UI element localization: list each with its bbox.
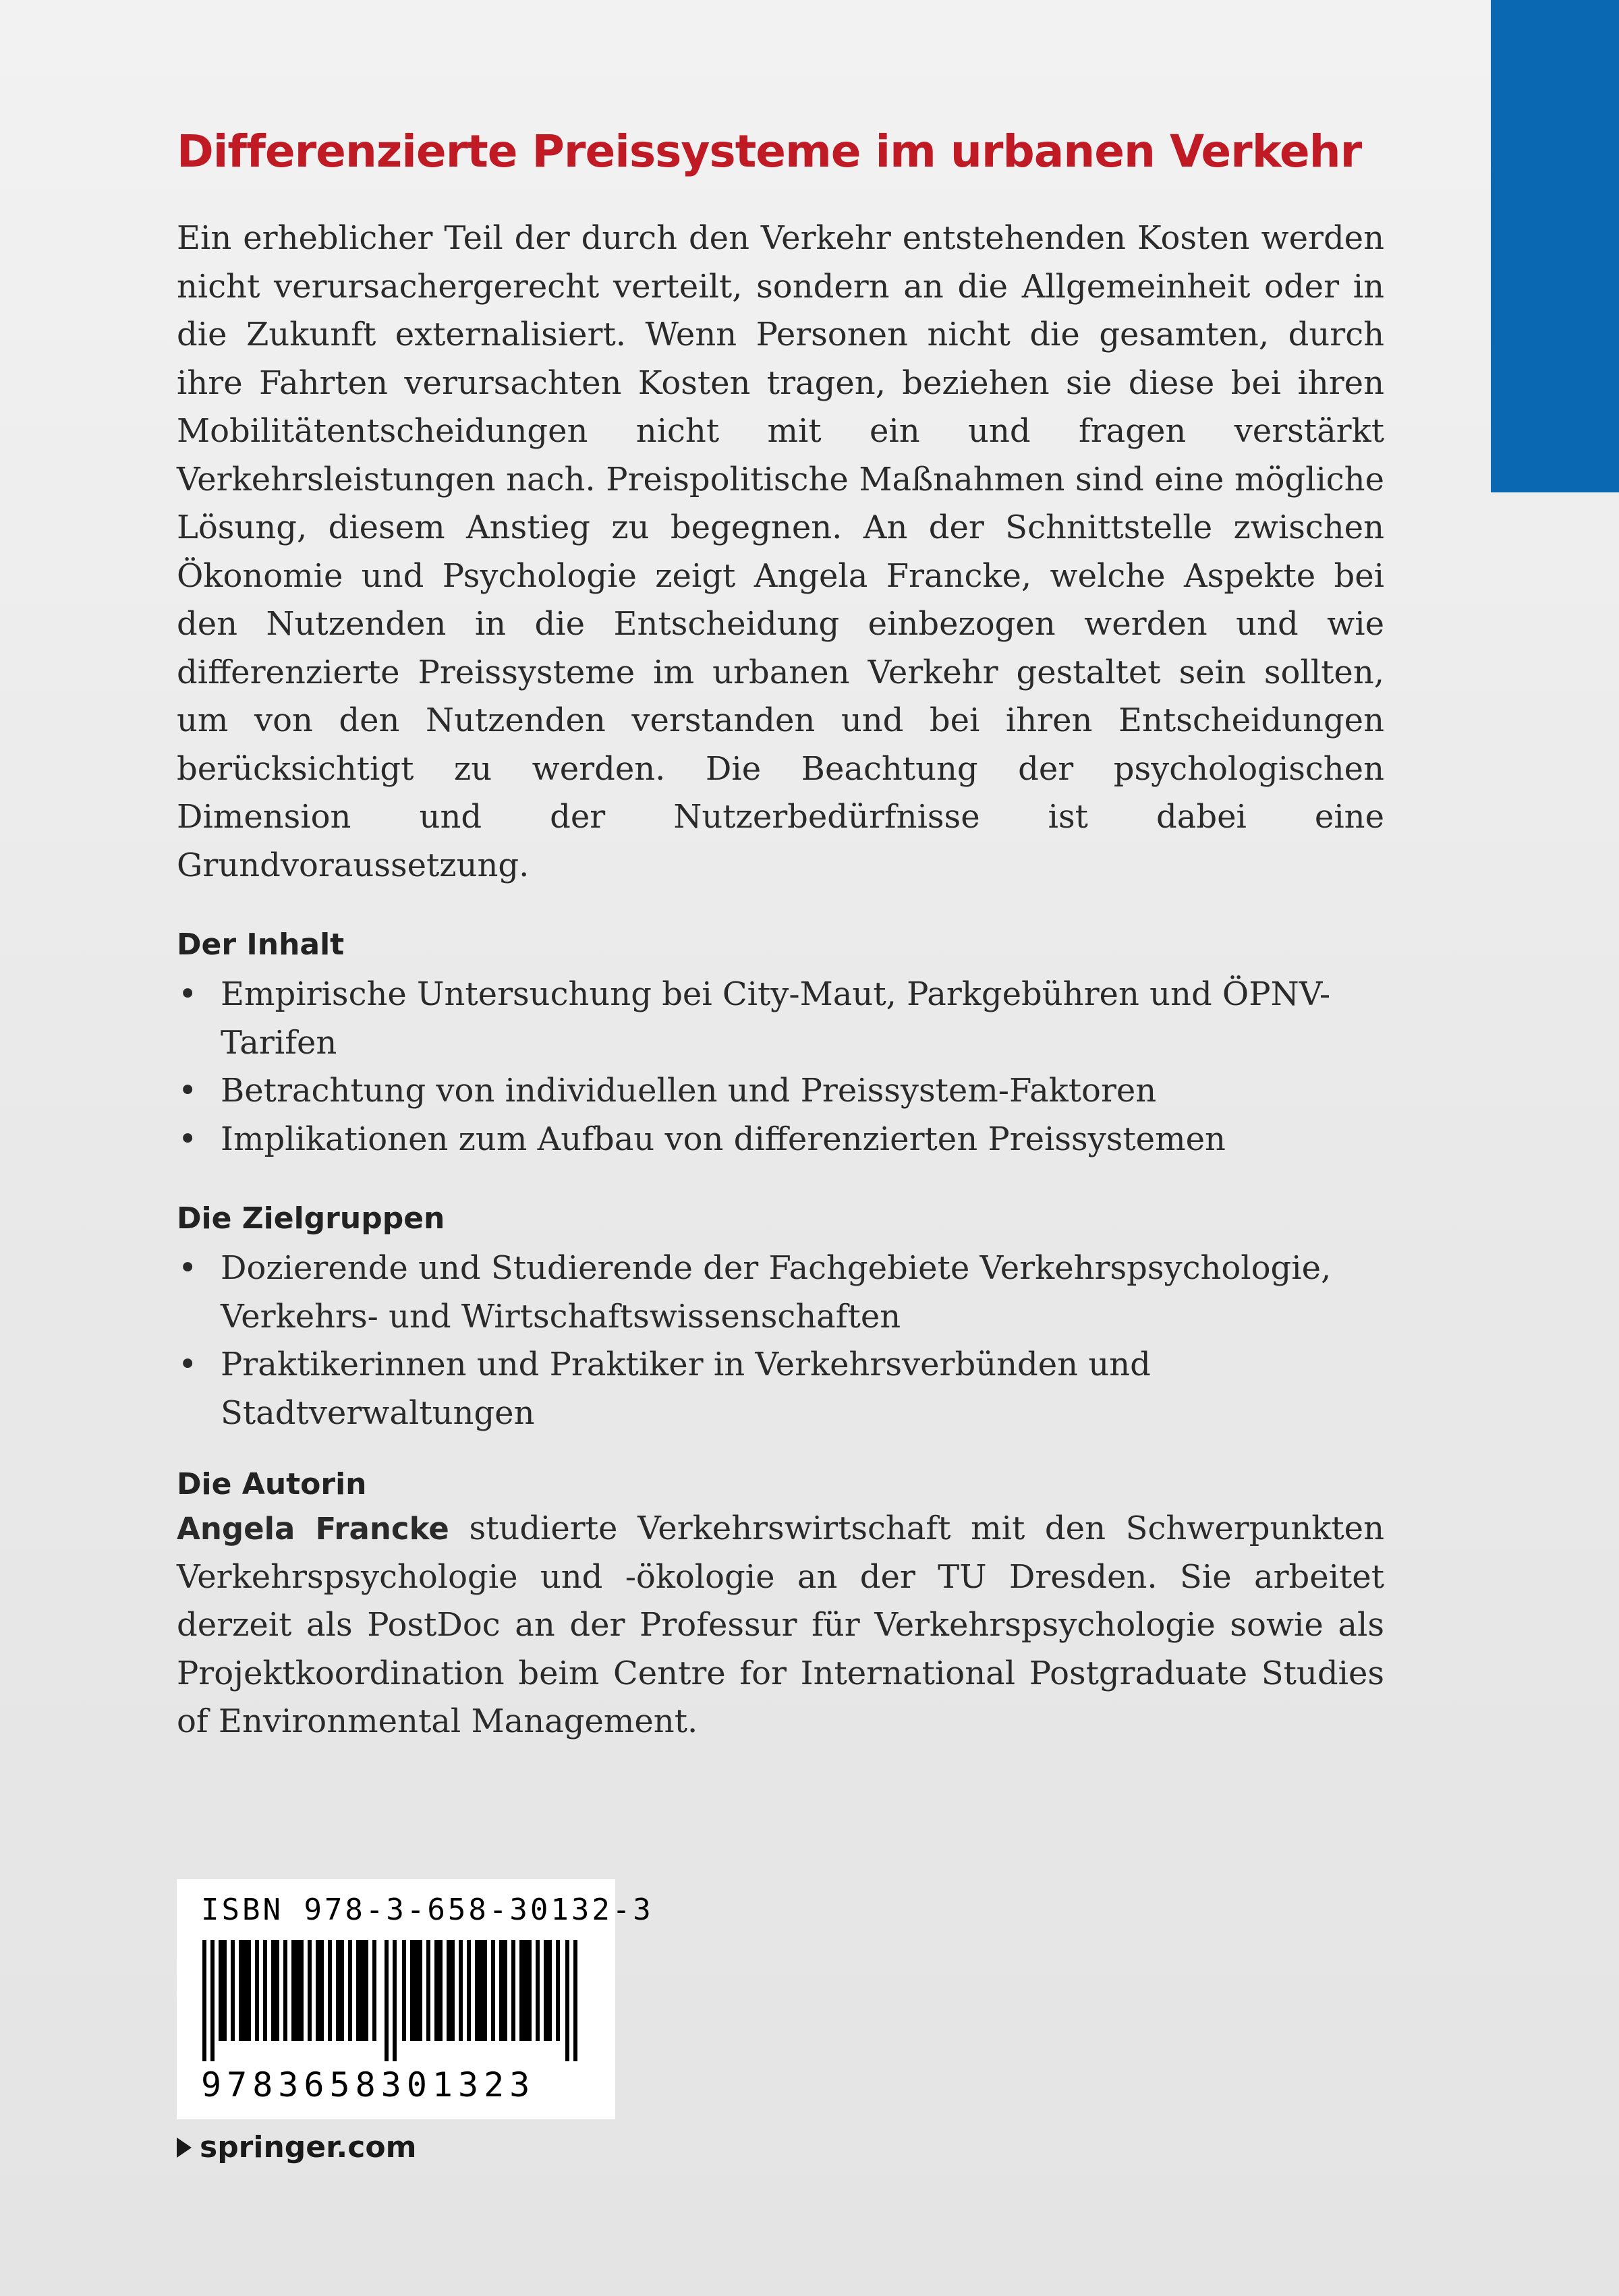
list-item: • Empirische Untersuchung bei City-Maut, Parkgebühren und ÖPNV-Tarifen xyxy=(177,971,1384,1067)
list-item: • Betrachtung von individuellen und Preissystem-Faktoren xyxy=(177,1067,1384,1116)
barcode-icon xyxy=(201,1940,586,2061)
bullet-icon: • xyxy=(178,1072,198,1110)
book-title: Differenzierte Preissysteme im urbanen Verkehr xyxy=(177,125,1362,177)
bullet-icon: • xyxy=(178,975,198,1013)
isbn-label: ISBN 978-3-658-30132-3 xyxy=(201,1893,654,1927)
list-item: • Implikationen zum Aufbau von differenzierten Preissystemen xyxy=(177,1116,1384,1164)
bullet-icon: • xyxy=(178,1249,198,1287)
arrow-right-icon xyxy=(177,2137,192,2158)
barcode-digits: 9783658301323 xyxy=(201,2065,536,2104)
author-bio: Angela Francke studierte Verkehrswirtschaft mit den Schwerpunkten Verkehrspsychologie und -ökologie an der TU Dresden. Sie arbeitet derzeit als PostDoc an der Professur für Verkehrspsychologie sowie als Projektkoordination beim Centre for International Postgraduate Studies of Environmental Management. xyxy=(177,1510,1384,1740)
section-heading-inhalt: Der Inhalt xyxy=(177,927,345,962)
accent-bar xyxy=(1491,0,1619,492)
bullet-icon: • xyxy=(178,1120,198,1158)
section-heading-autorin: Die Autorin xyxy=(177,1467,367,1501)
author-name: Angela Francke xyxy=(177,1511,449,1547)
section-heading-zielgruppen: Die Zielgruppen xyxy=(177,1201,445,1236)
back-cover-content xyxy=(177,121,1384,1746)
publisher-link[interactable] xyxy=(177,2130,416,2164)
intro-paragraph: Ein erheblicher Teil der durch den Verkehr entstehenden Kosten werden nicht verursachergerecht verteilt, sondern an die Allgemeinheit oder in die Zukunft externalisiert. Wenn Personen nicht die gesamten, durch ihre Fahrten verursachten Kosten tragen, beziehen sie diese bei ihren Mobilitätentscheidungen nicht mit ein und fragen verstärkt Verkehrsleistungen nach. Preispolitische Maßnahmen sind eine mögliche Lösung, diesem Anstieg zu begegnen. An der Schnittstelle zwischen Ökonomie und Psychologie zeigt Angela Francke, welche Aspekte bei den Nutzenden in die Entscheidung einbezogen werden und wie differenzierte Preissysteme im urbanen Verkehr gestaltet sein sollten, um von den Nutzenden verstanden und bei ihren Entscheidungen berücksichtigt zu werden. Die Beachtung der psychologischen Dimension und der Nutzerbedürfnisse ist dabei eine Grundvoraussetzung. xyxy=(177,219,1384,884)
list-item: • Dozierende und Studierende der Fachgebiete Verkehrspsychologie, Verkehrs- und Wirtschaftswissenschaften xyxy=(177,1244,1384,1341)
isbn-barcode-box xyxy=(177,1879,654,2119)
zielgruppen-list xyxy=(177,1244,1384,1437)
inhalt-list xyxy=(177,971,1384,1164)
publisher-url[interactable]: springer.com xyxy=(200,2130,417,2164)
list-item: • Praktikerinnen und Praktiker in Verkehrsverbünden und Stadtverwaltungen xyxy=(177,1341,1384,1437)
bullet-icon: • xyxy=(178,1346,198,1383)
